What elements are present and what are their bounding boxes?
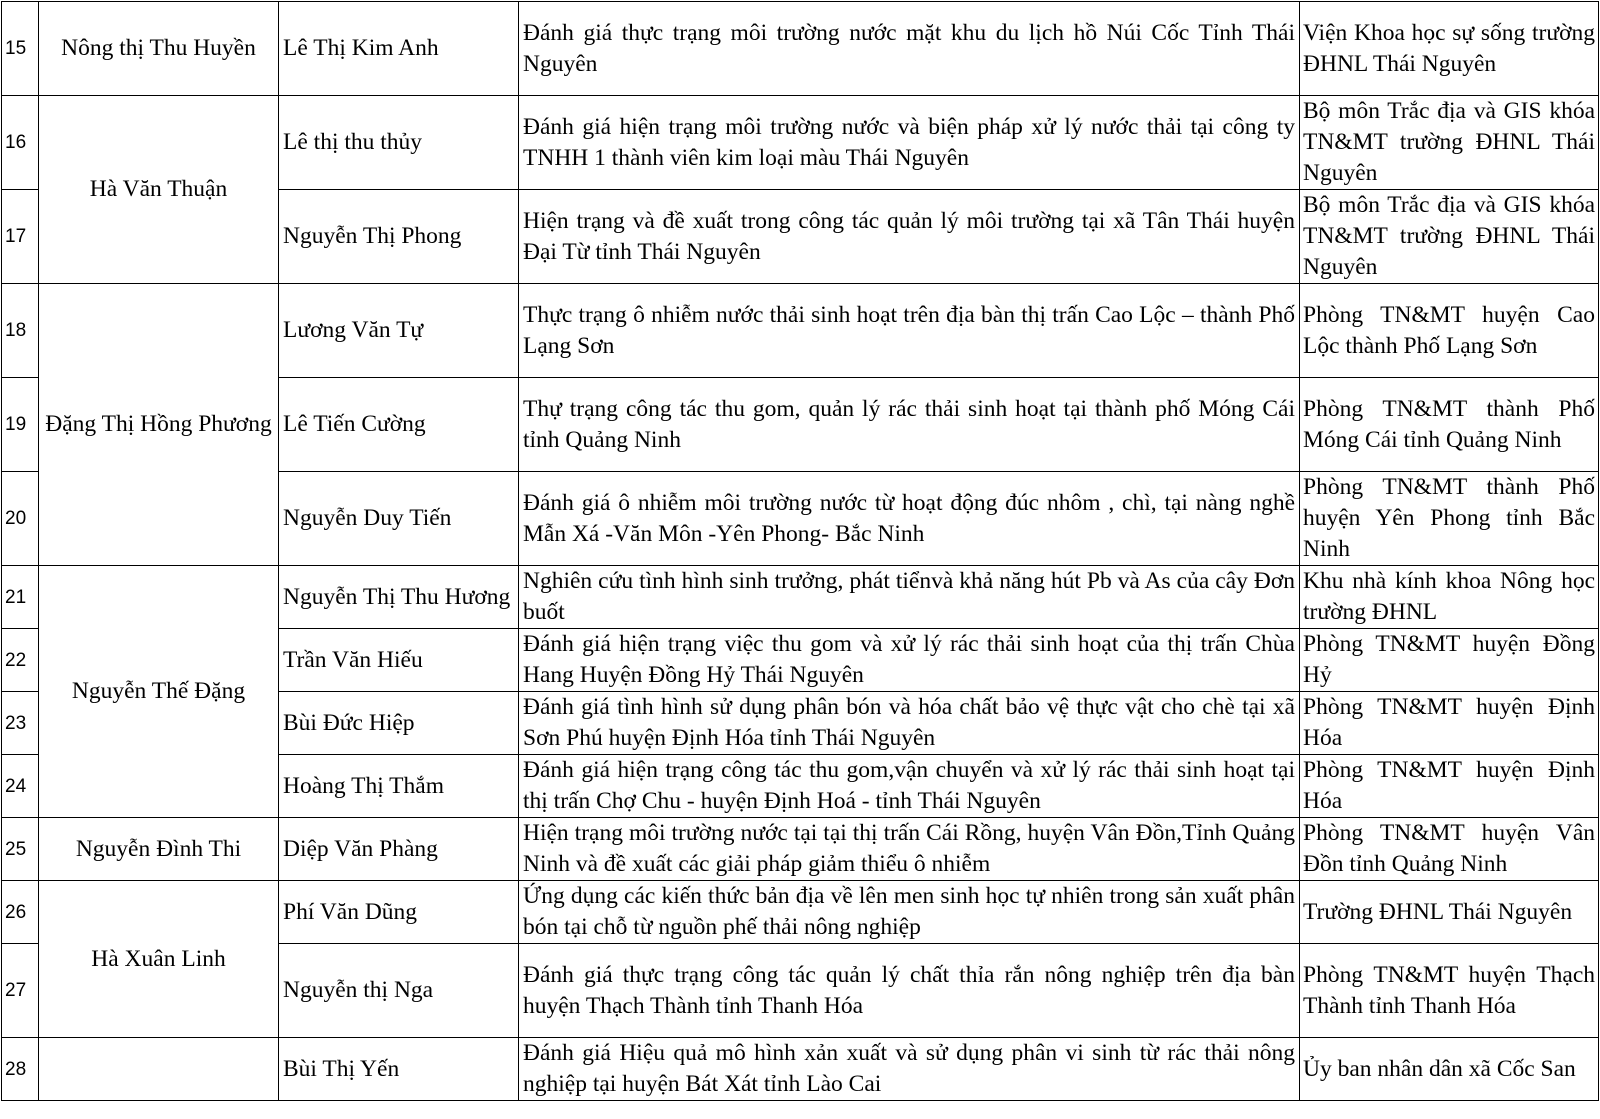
table-row: [2, 566, 1599, 629]
row-number: 16: [2, 96, 39, 190]
topic-cell: Thực trạng ô nhiễm nước thải sinh hoạt trên địa bàn thị trấn Cao Lộc – thành Phố Lạng Sơn: [519, 284, 1300, 378]
topic-cell: Ứng dụng các kiến thức bản địa về lên men sinh học tự nhiên trong sản xuất phân bón tại chỗ từ nguồn phế thải nông nghiệp: [519, 881, 1300, 944]
table-row: [2, 818, 1599, 881]
topic-cell: Đánh giá hiện trạng công tác thu gom,vận chuyển và xử lý rác thải sinh hoạt tại thị trấn Chợ Chu - huyện Định Hoá - tỉnh Thái Nguyên: [519, 755, 1300, 818]
row-number: 21: [2, 566, 39, 629]
student-cell: Nguyễn Duy Tiến: [279, 472, 519, 566]
student-cell: Bùi Đức Hiệp: [279, 692, 519, 755]
student-cell: Nguyễn Thị Phong: [279, 190, 519, 284]
student-cell: Trần Văn Hiếu: [279, 629, 519, 692]
topic-cell: Đánh giá hiện trạng việc thu gom và xử lý rác thải sinh hoạt của thị trấn Chùa Hang Huyện Đồng Hỷ Thái Nguyên: [519, 629, 1300, 692]
place-cell: Phòng TN&MT thành Phố Móng Cái tỉnh Quảng Ninh: [1300, 378, 1599, 472]
row-number: 26: [2, 881, 39, 944]
supervisor-cell: Nông thị Thu Huyền: [39, 2, 279, 96]
supervisor-cell: [39, 1038, 279, 1101]
topic-cell: Đánh giá tình hình sử dụng phân bón và hóa chất bảo vệ thực vật cho chè tại xã Sơn Phú huyện Định Hóa tỉnh Thái Nguyên: [519, 692, 1300, 755]
student-cell: Lê Thị Kim Anh: [279, 2, 519, 96]
supervisor-cell: Hà Văn Thuận: [39, 96, 279, 284]
place-cell: Phòng TN&MT huyện Cao Lộc thành Phố Lạng Sơn: [1300, 284, 1599, 378]
table-row: [2, 881, 1599, 944]
row-number: 24: [2, 755, 39, 818]
row-number: 22: [2, 629, 39, 692]
row-number: 19: [2, 378, 39, 472]
place-cell: Phòng TN&MT thành Phố huyện Yên Phong tỉnh Bắc Ninh: [1300, 472, 1599, 566]
topic-cell: Đánh giá ô nhiễm môi trường nước từ hoạt động đúc nhôm , chì, tại nàng nghề Mẫn Xá -Văn Môn -Yên Phong- Bắc Ninh: [519, 472, 1300, 566]
student-cell: Bùi Thị Yến: [279, 1038, 519, 1101]
topic-cell: Hiện trạng môi trường nước tại tại thị trấn Cái Rồng, huyện Vân Đồn,Tỉnh Quảng Ninh và đề xuất các giải pháp giảm thiểu ô nhiễm: [519, 818, 1300, 881]
row-number: 25: [2, 818, 39, 881]
place-cell: Ủy ban nhân dân xã Cốc San: [1300, 1038, 1599, 1101]
student-cell: Lê thị thu thủy: [279, 96, 519, 190]
table-row: [2, 284, 1599, 378]
row-number: 18: [2, 284, 39, 378]
topic-cell: Đánh giá thực trạng công tác quản lý chất thỉa rắn nông nghiệp trên địa bàn huyện Thạch Thành tỉnh Thanh Hóa: [519, 944, 1300, 1038]
topic-cell: Thự trạng công tác thu gom, quản lý rác thải sinh hoạt tại thành phố Móng Cái tỉnh Quảng Ninh: [519, 378, 1300, 472]
student-cell: Lê Tiến Cường: [279, 378, 519, 472]
row-number: 15: [2, 2, 39, 96]
student-cell: Lương Văn Tự: [279, 284, 519, 378]
topic-cell: Hiện trạng và đề xuất trong công tác quản lý môi trường tại xã Tân Thái huyện Đại Từ tỉnh Thái Nguyên: [519, 190, 1300, 284]
supervisor-cell: Hà Xuân Linh: [39, 881, 279, 1038]
place-cell: Phòng TN&MT huyện Vân Đồn tỉnh Quảng Ninh: [1300, 818, 1599, 881]
place-cell: Phòng TN&MT huyện Định Hóa: [1300, 692, 1599, 755]
student-cell: Nguyễn thị Nga: [279, 944, 519, 1038]
supervisor-cell: Nguyễn Đình Thi: [39, 818, 279, 881]
table-row: [2, 96, 1599, 190]
place-cell: Khu nhà kính khoa Nông học trường ĐHNL: [1300, 566, 1599, 629]
row-number: 27: [2, 944, 39, 1038]
place-cell: Bộ môn Trắc địa và GIS khóa TN&MT trường ĐHNL Thái Nguyên: [1300, 96, 1599, 190]
place-cell: Phòng TN&MT huyện Đồng Hỷ: [1300, 629, 1599, 692]
topic-cell: Đánh giá hiện trạng môi trường nước và biện pháp xử lý nước thải tại công ty TNHH 1 thành viên kim loại màu Thái Nguyên: [519, 96, 1300, 190]
topic-cell: Đánh giá thực trạng môi trường nước mặt khu du lịch hồ Núi Cốc Tỉnh Thái Nguyên: [519, 2, 1300, 96]
table-row: [2, 1038, 1599, 1101]
topic-cell: Đánh giá Hiệu quả mô hình xản xuất và sử dụng phân vi sinh từ rác thải nông nghiệp tại huyện Bát Xát tỉnh Lào Cai: [519, 1038, 1300, 1101]
place-cell: Bộ môn Trắc địa và GIS khóa TN&MT trường ĐHNL Thái Nguyên: [1300, 190, 1599, 284]
row-number: 17: [2, 190, 39, 284]
place-cell: Phòng TN&MT huyện Định Hóa: [1300, 755, 1599, 818]
student-cell: Phí Văn Dũng: [279, 881, 519, 944]
table-row: [2, 2, 1599, 96]
supervisor-cell: Nguyễn Thế Đặng: [39, 566, 279, 818]
topic-cell: Nghiên cứu tình hình sinh trưởng, phát tiểnvà khả năng hút Pb và As của cây Đơn buốt: [519, 566, 1300, 629]
row-number: 20: [2, 472, 39, 566]
thesis-assignment-table: [1, 1, 1599, 1101]
place-cell: Trường ĐHNL Thái Nguyên: [1300, 881, 1599, 944]
place-cell: Phòng TN&MT huyện Thạch Thành tỉnh Thanh Hóa: [1300, 944, 1599, 1038]
row-number: 28: [2, 1038, 39, 1101]
row-number: 23: [2, 692, 39, 755]
supervisor-cell: Đặng Thị Hồng Phương: [39, 284, 279, 566]
place-cell: Viện Khoa học sự sống trường ĐHNL Thái Nguyên: [1300, 2, 1599, 96]
student-cell: Diệp Văn Phàng: [279, 818, 519, 881]
student-cell: Nguyễn Thị Thu Hương: [279, 566, 519, 629]
student-cell: Hoàng Thị Thắm: [279, 755, 519, 818]
